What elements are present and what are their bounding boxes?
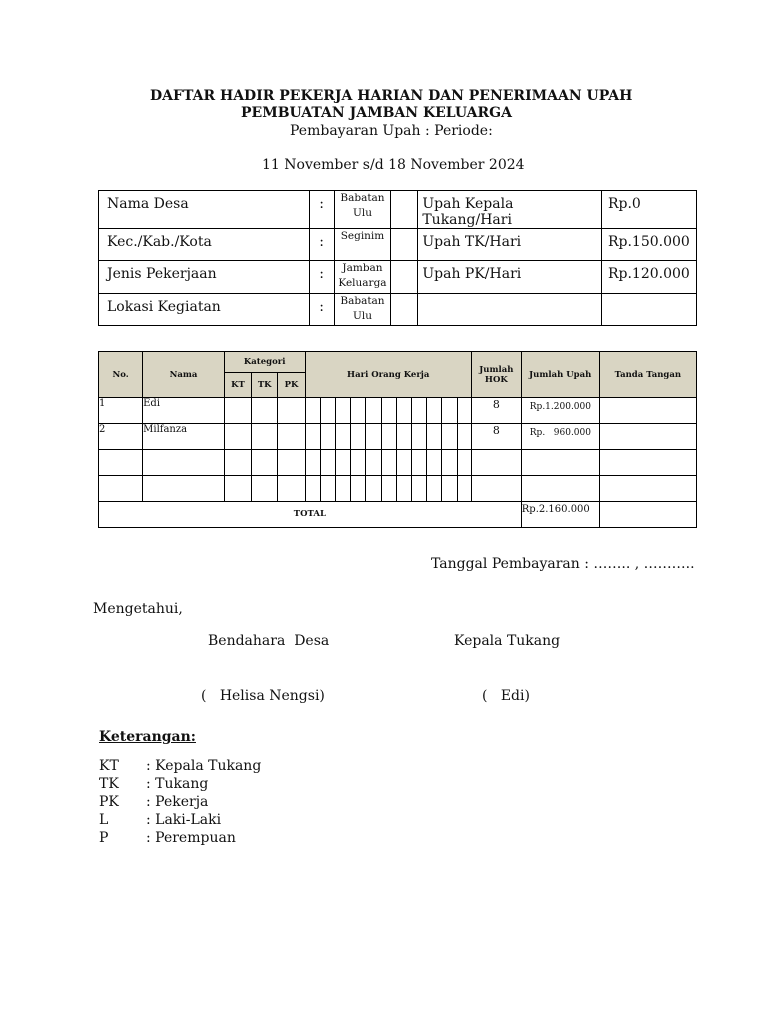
legend-desc: : Perempuan <box>146 830 236 846</box>
row-nama <box>143 476 225 502</box>
wage-label: Upah TK/Hari <box>418 229 602 261</box>
row-nama: Milfanza <box>143 424 225 450</box>
wage-value: Rp.120.000 <box>601 261 696 294</box>
total-row <box>99 502 697 528</box>
wage-value: Rp.0 <box>601 191 696 229</box>
row-upah: Rp.1.200.000 <box>521 398 599 424</box>
info-colon: : <box>309 261 334 294</box>
info-label: Kec./Kab./Kota <box>99 229 310 261</box>
header-no: No. <box>99 352 143 398</box>
row-upah <box>521 476 599 502</box>
treasurer-role: Bendahara Desa <box>208 633 330 649</box>
wage-value <box>601 294 696 326</box>
row-upah: Rp. 960.000 <box>521 424 599 450</box>
head-builder-role: Kepala Tukang <box>454 633 561 649</box>
legend-title: Keterangan: <box>99 729 196 745</box>
legend-item <box>99 829 261 847</box>
wage-value: Rp.150.000 <box>601 229 696 261</box>
period-label: Pembayaran Upah : Periode: <box>290 123 493 139</box>
header-nama: Nama <box>143 352 225 398</box>
legend-desc: : Laki-Laki <box>146 812 222 828</box>
legend-item <box>99 811 261 829</box>
legend-item <box>99 793 261 811</box>
row-hok <box>471 476 521 502</box>
info-table <box>98 190 697 326</box>
total-value: Rp.2.160.000 <box>521 502 599 528</box>
info-colon: : <box>309 191 334 229</box>
attendance-table <box>98 351 697 528</box>
table-row <box>99 450 697 476</box>
row-no <box>99 450 143 476</box>
row-hok <box>471 450 521 476</box>
header-kategori: Kategori <box>224 352 305 373</box>
header-jumlah-upah: Jumlah Upah <box>521 352 599 398</box>
legend-desc: : Pekerja <box>146 794 209 810</box>
info-value: Seginim <box>334 229 391 261</box>
info-label: Jenis Pekerjaan <box>99 261 310 294</box>
info-label: Nama Desa <box>99 191 310 229</box>
legend-item <box>99 757 261 775</box>
treasurer-name: ( Helisa Nengsi) <box>201 688 325 704</box>
info-spacer <box>391 294 418 326</box>
table-row <box>99 424 697 450</box>
wage-label: Upah Kepala Tukang/Hari <box>418 191 602 229</box>
info-spacer <box>391 229 418 261</box>
legend-code: P <box>99 830 109 846</box>
total-signature <box>599 502 696 528</box>
info-label: Lokasi Kegiatan <box>99 294 310 326</box>
row-upah <box>521 450 599 476</box>
header-tanda-tangan: Tanda Tangan <box>599 352 696 398</box>
header-row <box>99 352 697 373</box>
row-no: 2 <box>99 424 143 450</box>
info-colon: : <box>309 229 334 261</box>
row-signature <box>599 476 696 502</box>
row-signature <box>599 398 696 424</box>
wage-label <box>418 294 602 326</box>
total-label: TOTAL <box>99 502 522 528</box>
info-row <box>99 191 697 229</box>
row-no <box>99 476 143 502</box>
info-row <box>99 229 697 261</box>
row-signature <box>599 424 696 450</box>
legend-list <box>99 757 261 847</box>
legend-code: PK <box>99 794 119 810</box>
table-row <box>99 476 697 502</box>
info-value: Babatan Ulu <box>334 191 391 229</box>
row-nama <box>143 450 225 476</box>
header-kt: KT <box>224 373 251 398</box>
legend-item <box>99 775 261 793</box>
document-title-line2: PEMBUATAN JAMBAN KELUARGA <box>241 105 512 121</box>
period-dates: 11 November s/d 18 November 2024 <box>262 157 525 173</box>
info-value: Jamban Keluarga <box>334 261 391 294</box>
header-pk: PK <box>278 373 305 398</box>
row-signature <box>599 450 696 476</box>
info-colon: : <box>309 294 334 326</box>
head-builder-name: ( Edi) <box>482 688 530 704</box>
header-tk: TK <box>252 373 278 398</box>
legend-code: L <box>99 812 109 828</box>
wage-label: Upah PK/Hari <box>418 261 602 294</box>
acknowledged-label: Mengetahui, <box>93 601 183 617</box>
row-hok: 8 <box>471 424 521 450</box>
info-row <box>99 294 697 326</box>
payment-date: Tanggal Pembayaran : …….. , ……….. <box>431 556 695 572</box>
document-title-line1: DAFTAR HADIR PEKERJA HARIAN DAN PENERIMAAN UPAH <box>150 88 633 104</box>
table-row <box>99 398 697 424</box>
legend-code: KT <box>99 758 119 774</box>
row-hok: 8 <box>471 398 521 424</box>
legend-desc: : Tukang <box>146 776 209 792</box>
header-jumlah-hok: Jumlah HOK <box>471 352 521 398</box>
info-spacer <box>391 261 418 294</box>
info-value: Babatan Ulu <box>334 294 391 326</box>
legend-desc: : Kepala Tukang <box>146 758 262 774</box>
row-no: 1 <box>99 398 143 424</box>
header-hari-orang-kerja: Hari Orang Kerja <box>305 352 471 398</box>
row-nama: Edi <box>143 398 225 424</box>
info-spacer <box>391 191 418 229</box>
info-row <box>99 261 697 294</box>
legend-code: TK <box>99 776 119 792</box>
